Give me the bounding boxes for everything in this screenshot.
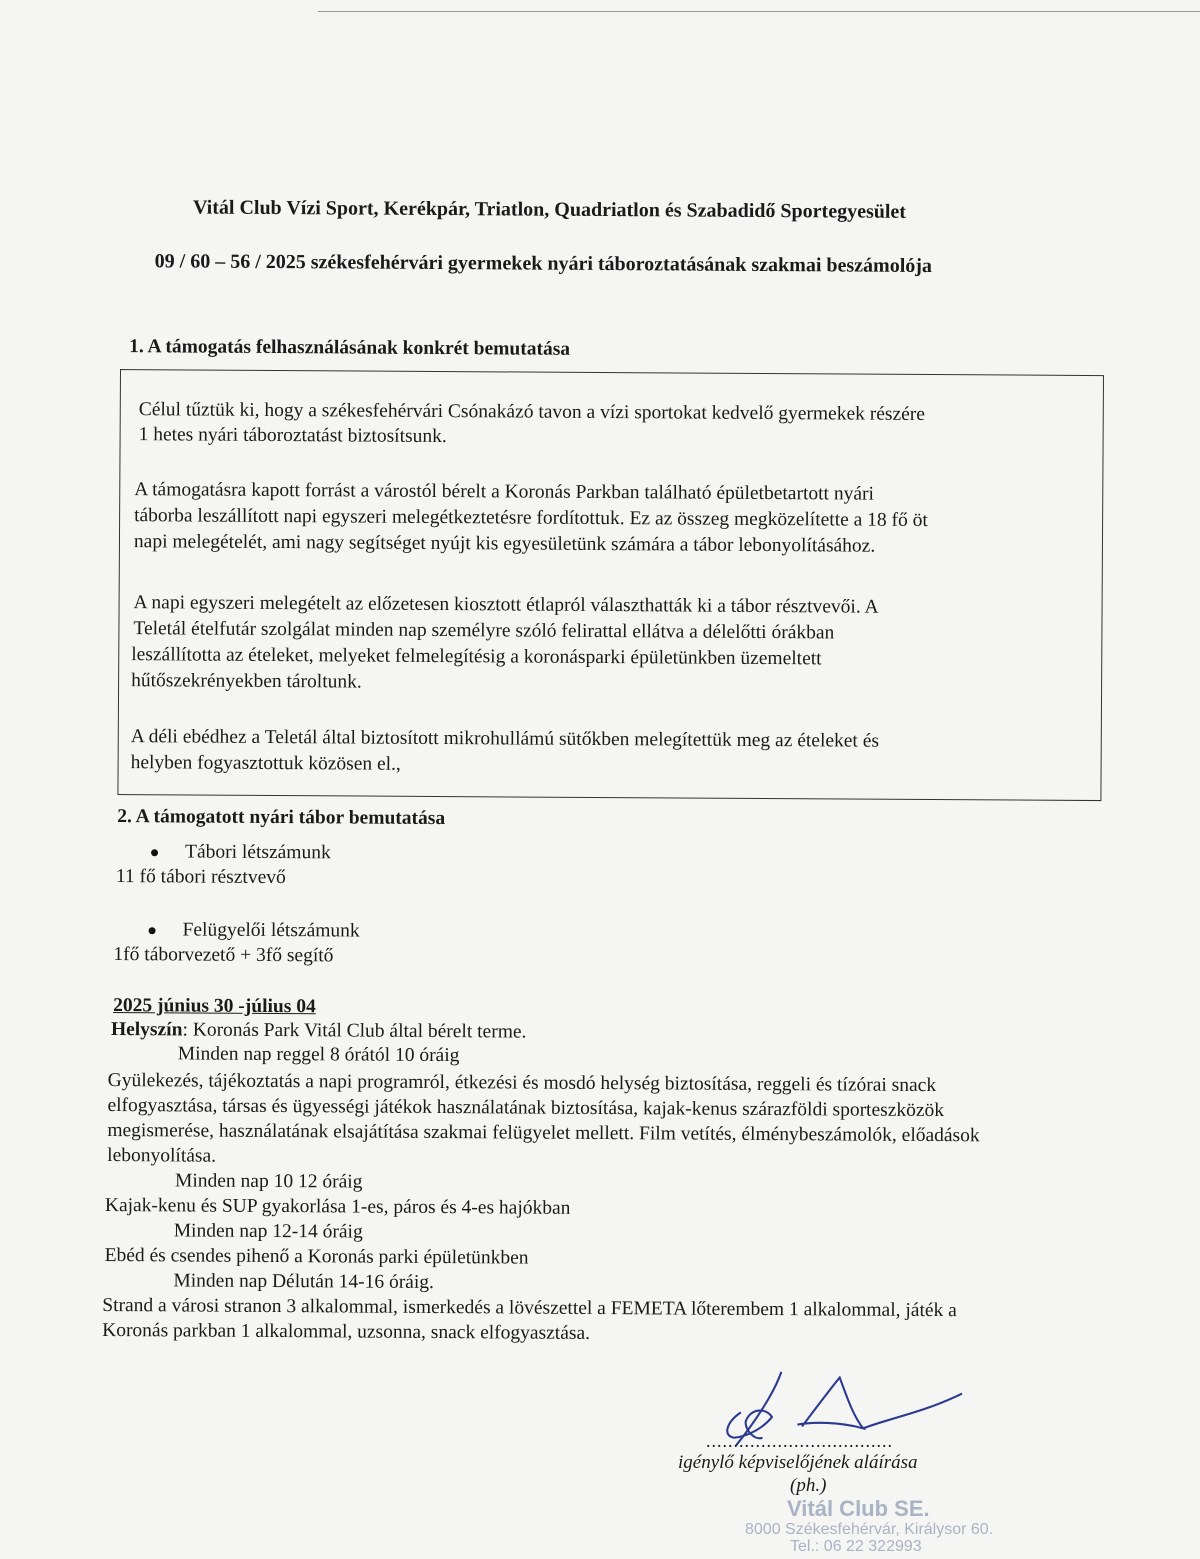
box-line: táborba leszállított napi egyszeri melegétkeztetésre fordítottuk. Ez az összeg megközelítette a 18 fő öt [134,505,928,531]
schedule-line: Ebéd és csendes pihenő a Koronás parki épületünkben [104,1244,529,1269]
section2-heading: 2. A támogatott nyári tábor bemutatása [117,806,446,830]
box-line: Célul tűztük ki, hogy a székesfehérvári Csónakázó tavon a vízi sportokat kedvelő gyermekek részére [138,399,926,425]
box-line: Teletál ételfutár szolgálat minden nap személyre szóló felirattal ellátva a délelőtti órákban [133,618,835,644]
report-title: 09 / 60 – 56 / 2025 székesfehérvári gyermekek nyári táboroztatásának szakmai beszámolója [154,250,933,278]
section1-heading: 1. A támogatás felhasználásának konkrét bemutatása [129,336,571,360]
stamp-phone: Tel.: 06 22 322993 [790,1538,922,1555]
schedule-line: Minden nap reggel 8 órától 10 óráig [177,1043,460,1067]
schedule-line: lebonyolítása. [107,1144,217,1167]
schedule-line: Minden nap Délután 14-16 óráig. [173,1270,434,1293]
schedule-line: Minden nap 12-14 óráig [173,1220,363,1243]
box-line: A napi egyszeri melegételt az előzetesen kiosztott étlapról választhatták ki a tábor résztvevői. A [133,592,879,618]
box-line: A támogatásra kapott forrást a várostól bérelt a Koronás Parkban található épületbetartott nyári [134,479,874,505]
box-line: leszállította az ételeket, melyeket felmelegítésig a koronásparki épületünkben üzemeltett [131,644,822,670]
camp-date: 2025 június 30 -július 04 [113,995,316,1018]
signature-dots: .................................. [706,1431,893,1451]
stamp-address: 8000 Székesfehérvár, Királysor 60. [745,1521,994,1538]
schedule-line: Minden nap 10 12 óráig [174,1170,363,1193]
bullet-felugyeloi: Felügyelői létszámunk [182,919,360,942]
tabori-value: 11 fő tábori résztvevő [115,866,286,889]
schedule-line: Koronás parkban 1 alkalommal, uzsonna, snack elfogyasztása. [102,1319,591,1344]
org-title: Vitál Club Vízi Sport, Kerékpár, Triatlon, Quadriatlon és Szabadidő Sportegyesület [192,196,907,223]
box-line: helyben fogyasztottuk közösen el., [130,752,401,775]
stamp-name: Vitál Club SE. [787,1496,930,1521]
bullet-tabori: Tábori létszámunk [184,841,331,864]
location-value: : Koronás Park Vitál Club által bérelt terme. [182,1019,527,1043]
box-line: napi melegételét, ami nagy segítséget nyújt kis egyesületünk számára a tábor lebonyolításához. [133,531,876,557]
schedule-line: Gyülekezés, tájékoztatás a napi programról, étkezési és mosdó helység biztosítása, reggeli és tízórai snack [107,1069,937,1097]
box-line: A déli ebédhez a Teletál által biztosított mikrohullámú sütőkben melegítettük meg az ételeket és [130,726,880,752]
box-line: hűtőszekrényekben tároltunk. [131,670,362,693]
location-label: Helyszín [110,1019,183,1041]
location-line [111,1018,527,1045]
schedule-line: elfogyasztása, társas és ügyességi játékok használatának biztosítása, kajak-kenus szárazföldi sporteszközök [107,1094,945,1122]
schedule-line: Kajak-kenu és SUP gyakorlása 1-es, páros és 4-es hajókban [104,1194,571,1219]
felugyeloi-value: 1fő táborvezető + 3fő segítő [113,944,334,967]
schedule-line: Strand a városi stranon 3 alkalommal, ismerkedés a lövészettel a FEMETA lőterembem 1 alkalommal, játék a [102,1294,957,1322]
signature-caption: igénylő képviselőjének aláírása [678,1452,918,1473]
stamp-ph: (ph.) [790,1475,827,1496]
schedule-line: megismerése, használatának elsajátítása szakmai felügyelet mellett. Film vetítés, élménybeszámolók, előadások [107,1119,980,1147]
bullet-icon [149,927,156,934]
bullet-icon [151,849,158,856]
box-line: 1 hetes nyári táboroztatást biztosítsunk. [138,424,447,448]
